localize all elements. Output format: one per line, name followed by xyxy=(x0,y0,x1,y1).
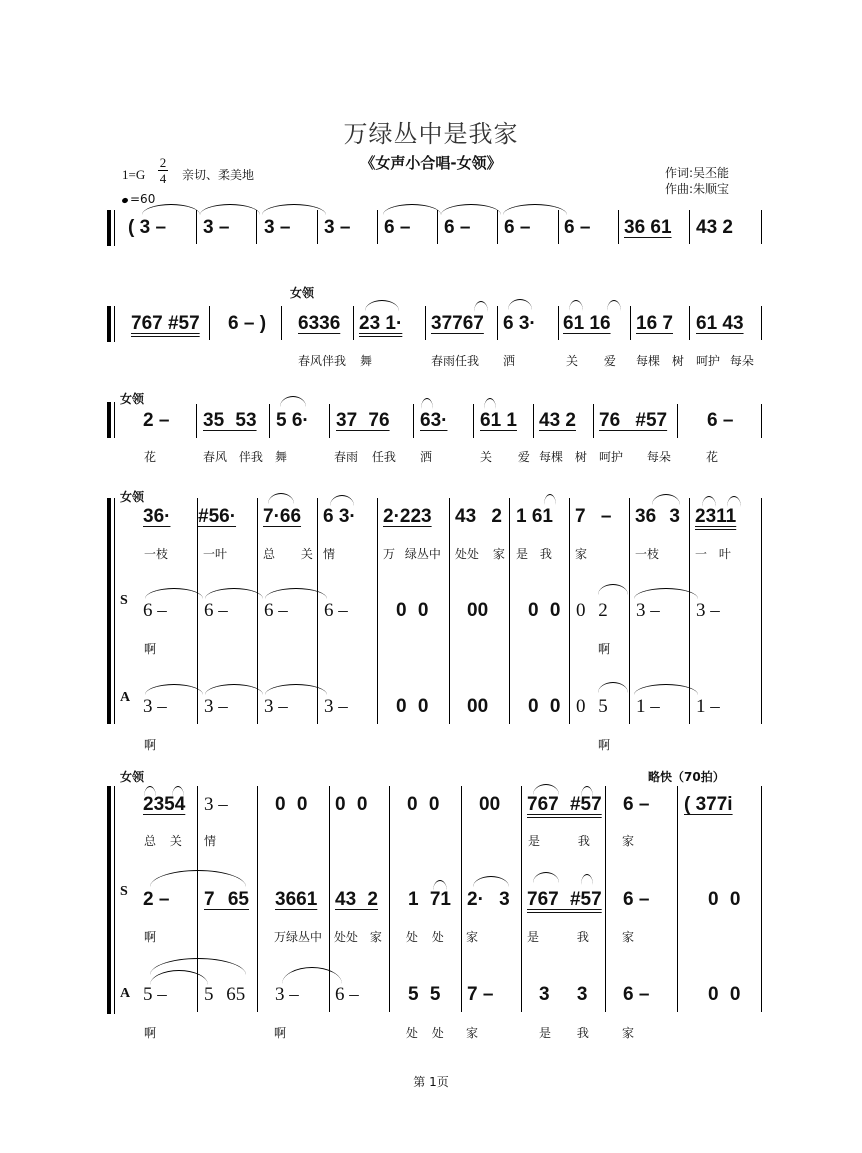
barline xyxy=(257,786,258,1012)
section-label: 女领 xyxy=(120,490,145,504)
quarter-note-icon xyxy=(121,197,128,204)
lyric: 每棵 树 xyxy=(539,450,587,464)
measure: 6 – xyxy=(143,600,167,621)
measure: 7 – xyxy=(467,984,494,1005)
lyric: 处 处 xyxy=(406,930,444,944)
measure: 0 0 xyxy=(708,889,741,910)
measure: 3661 xyxy=(275,889,318,910)
measure: 6 – xyxy=(707,410,734,431)
slur xyxy=(200,204,260,215)
voice-label-alto: A xyxy=(120,690,131,705)
barline xyxy=(389,786,390,1012)
measure: 6 – xyxy=(504,217,531,238)
measure: 6 – xyxy=(623,984,650,1005)
barline xyxy=(281,306,282,340)
lyric: 春风伴我 xyxy=(298,354,347,368)
measure: 6 3· xyxy=(323,506,356,527)
measure: 0 0 xyxy=(528,696,561,717)
lyric: 啊 xyxy=(598,642,611,656)
lyric: 花 xyxy=(706,450,719,464)
barline xyxy=(509,498,510,724)
measure: 6336 xyxy=(298,313,341,334)
lyric: 呵护 每朵 xyxy=(599,450,671,464)
measure: 3 – xyxy=(264,217,291,238)
measure: 6 – xyxy=(384,217,411,238)
lyric: 处 处 xyxy=(406,1026,444,1040)
barline xyxy=(196,210,197,244)
measure: 1 – xyxy=(636,696,660,717)
barline xyxy=(209,306,210,340)
measure: 43 2 xyxy=(696,217,733,238)
measure: 61 43 xyxy=(696,313,744,334)
lyric: 一叶 xyxy=(203,547,228,561)
measure: 3 – xyxy=(203,217,230,238)
system-bracket xyxy=(107,210,111,246)
slur xyxy=(365,300,399,311)
lyric: 春风 伴我 xyxy=(203,450,263,464)
slur xyxy=(262,204,326,215)
measure: 0 0 xyxy=(335,794,368,815)
measure: 6 – xyxy=(204,600,228,621)
lyric: 处处 家 xyxy=(334,930,382,944)
lyric: 家 xyxy=(466,1026,479,1040)
slur xyxy=(598,584,628,595)
barline xyxy=(461,786,462,1012)
slur xyxy=(581,874,593,885)
system-bracket xyxy=(107,306,111,342)
lyric: 一枝 xyxy=(635,547,660,561)
lyric: 情 xyxy=(323,547,336,561)
measure: 35 53 xyxy=(203,410,257,431)
measure: 6 – xyxy=(623,889,650,910)
measure: 5 6· xyxy=(276,410,309,431)
barline xyxy=(329,404,330,438)
slur xyxy=(268,493,294,504)
lyric: 舞 xyxy=(360,354,373,368)
measure: 76 #57 xyxy=(599,410,668,431)
measure: 6 – xyxy=(335,984,359,1005)
voice-label-soprano: S xyxy=(120,593,128,608)
slur xyxy=(145,684,203,695)
measure: 3 3 xyxy=(539,984,588,1005)
slur xyxy=(474,301,488,312)
measure: 6 – xyxy=(564,217,591,238)
measure: 43 2 xyxy=(539,410,576,431)
lyric: 是 我 xyxy=(516,547,552,561)
measure: 6 3· xyxy=(503,313,536,334)
barline xyxy=(761,498,762,724)
measure: 37767 xyxy=(431,313,484,334)
lyric: 啊 xyxy=(274,1026,287,1040)
slur xyxy=(533,872,559,883)
measure: ( 3 – xyxy=(128,217,167,238)
system-bracket-thin xyxy=(114,402,115,438)
barline xyxy=(449,498,450,724)
measure: 0 0 xyxy=(396,600,429,621)
measure: 0 0 xyxy=(275,794,308,815)
barline xyxy=(425,306,426,340)
lyric: 洒 xyxy=(420,450,433,464)
slur xyxy=(205,588,263,599)
barline xyxy=(677,786,678,1012)
slur xyxy=(544,494,556,505)
section-label: 女领 xyxy=(120,770,145,784)
barline xyxy=(761,404,762,438)
measure: 0 0 xyxy=(396,696,429,717)
barline xyxy=(618,210,619,244)
voice-label-soprano: S xyxy=(120,884,128,899)
slur xyxy=(383,204,441,215)
slur xyxy=(145,588,203,599)
slur xyxy=(484,398,496,409)
measure: 23 1· xyxy=(359,313,403,334)
barline xyxy=(593,404,594,438)
barline xyxy=(605,786,606,1012)
measure: 2 – xyxy=(143,410,170,431)
measure: 6 – xyxy=(324,600,348,621)
lyric: 舞 xyxy=(275,450,288,464)
slur xyxy=(280,396,306,407)
lyric: 是 我 xyxy=(539,1026,589,1040)
slur xyxy=(503,204,567,215)
tempo-change: 略快（70拍） xyxy=(648,770,725,784)
song-subtitle: 《女声小合唱-女领》 xyxy=(360,154,502,172)
lyric: 处处 家 xyxy=(455,547,505,561)
lyric: 春雨任我 xyxy=(431,354,480,368)
slur xyxy=(441,204,501,215)
measure: 2311 xyxy=(695,506,737,527)
page-number: 第 1页 xyxy=(413,1075,449,1089)
lyric: 万 绿丛中 xyxy=(383,547,441,561)
lyric: 呵护 每朵 xyxy=(696,354,754,368)
barline xyxy=(761,306,762,340)
lyric: 家 xyxy=(575,547,588,561)
measure: 37 76 xyxy=(336,410,390,431)
barline xyxy=(377,498,378,724)
system-bracket-thin xyxy=(114,786,115,1014)
lyric: 啊 xyxy=(144,738,157,752)
system-bracket-thin xyxy=(114,306,115,342)
measure: 16 7 xyxy=(636,313,673,334)
measure: 1 71 xyxy=(408,889,451,910)
measure: 6 – xyxy=(444,217,471,238)
lyric: 每棵 树 xyxy=(636,354,684,368)
voice-label-alto: A xyxy=(120,986,131,1001)
measure: 5 – xyxy=(143,984,167,1005)
measure: 767 #57 xyxy=(527,794,602,815)
measure: 00 xyxy=(467,696,489,717)
slur xyxy=(569,300,583,311)
measure: 2·223 xyxy=(383,506,432,527)
measure: 43 2 xyxy=(335,889,378,910)
system-bracket-thin xyxy=(114,498,115,724)
barline xyxy=(353,306,354,340)
lyric: 家 xyxy=(466,930,479,944)
lyric: 春雨 任我 xyxy=(334,450,396,464)
lyric: 情 xyxy=(204,834,217,848)
barline xyxy=(497,210,498,244)
slur xyxy=(150,870,246,887)
slur xyxy=(205,684,263,695)
barline xyxy=(689,210,690,244)
lyric: 花 xyxy=(144,450,157,464)
slur xyxy=(473,876,509,887)
measure: 3 – xyxy=(143,696,167,717)
slur xyxy=(607,300,621,311)
measure: 61 16 xyxy=(563,313,611,334)
lyric: 总 关 xyxy=(263,547,313,561)
system-bracket xyxy=(107,498,111,724)
lyric: 是 我 xyxy=(528,834,590,848)
lyricist-credit: 作词:吴丕能 xyxy=(665,166,730,180)
measure: 5 65 xyxy=(204,984,246,1005)
barline xyxy=(689,306,690,340)
barline xyxy=(269,404,270,438)
measure: 1 – xyxy=(696,696,720,717)
barline xyxy=(558,306,559,340)
barline xyxy=(629,498,630,724)
barline xyxy=(377,210,378,244)
tempo-mark xyxy=(122,192,155,206)
lyric: 总 关 xyxy=(144,834,182,848)
system-bracket xyxy=(107,402,111,438)
measure: 5 5 xyxy=(408,984,441,1005)
time-signature-top: 2 xyxy=(159,155,167,170)
song-title: 万绿丛中是我家 xyxy=(343,120,519,148)
barline xyxy=(558,210,559,244)
measure: 3 – xyxy=(696,600,720,621)
lyric: 啊 xyxy=(144,642,157,656)
time-signature xyxy=(157,155,169,186)
barline xyxy=(677,404,678,438)
measure: 3 – xyxy=(324,696,348,717)
section-label: 女领 xyxy=(120,392,145,406)
barline xyxy=(630,306,631,340)
measure: #56· xyxy=(198,506,237,527)
measure: 36 61 xyxy=(624,217,672,238)
measure: 3 – xyxy=(636,600,660,621)
tempo-value: =60 xyxy=(130,192,156,206)
lyric: 是 我 xyxy=(527,930,589,944)
measure: 7 65 xyxy=(204,889,249,910)
composer-credit: 作曲:朱顺宝 xyxy=(665,182,730,196)
barline xyxy=(196,404,197,438)
measure: 3 – xyxy=(264,696,288,717)
slur xyxy=(421,398,433,409)
lyric: 万绿丛中 xyxy=(274,930,323,944)
barline xyxy=(569,498,570,724)
measure: 3 – xyxy=(275,984,299,1005)
barline xyxy=(256,210,257,244)
measure: 0 2 xyxy=(576,600,608,621)
barline xyxy=(413,404,414,438)
barline xyxy=(497,306,498,340)
lyric: 家 xyxy=(622,930,635,944)
lyric: 关 爱 xyxy=(480,450,530,464)
lyric: 关 爱 xyxy=(566,354,616,368)
barline xyxy=(533,404,534,438)
measure: 1 61 xyxy=(516,506,553,527)
measure: 767 #57 xyxy=(527,889,602,910)
system-bracket-thin xyxy=(114,210,115,246)
measure: 43 2 xyxy=(455,506,502,527)
measure: 2· 3 xyxy=(467,889,510,910)
barline xyxy=(473,404,474,438)
measure: 00 xyxy=(479,794,501,815)
measure: 3 – xyxy=(324,217,351,238)
measure: 00 xyxy=(467,600,489,621)
slur xyxy=(652,494,680,505)
barline xyxy=(521,786,522,1012)
slur xyxy=(330,495,354,506)
system-bracket xyxy=(107,786,111,1014)
measure: 0 0 xyxy=(708,984,741,1005)
measure: 2354 xyxy=(143,794,186,815)
measure: 61 1 xyxy=(480,410,517,431)
measure: ( 377i xyxy=(684,794,733,815)
measure: 3 – xyxy=(204,794,228,815)
measure: 0 5 xyxy=(576,696,608,717)
key-signature: 1=G xyxy=(122,167,146,182)
lyric: 家 xyxy=(622,834,635,848)
measure: 2 – xyxy=(143,889,170,910)
measure: 36 3 xyxy=(635,506,680,527)
measure: 7 – xyxy=(575,506,612,527)
barline xyxy=(437,210,438,244)
measure: 3 – xyxy=(204,696,228,717)
slur xyxy=(508,299,532,310)
measure: 0 0 xyxy=(528,600,561,621)
time-signature-bottom: 4 xyxy=(159,171,167,186)
lyric: 一枝 xyxy=(144,547,169,561)
measure: 767 #57 xyxy=(131,313,200,334)
barline xyxy=(317,210,318,244)
measure: 0 0 xyxy=(407,794,440,815)
lyric: 啊 xyxy=(144,1026,157,1040)
lyric: 洒 xyxy=(503,354,516,368)
measure: 6 – xyxy=(623,794,650,815)
measure: 6 – xyxy=(264,600,288,621)
measure: 63· xyxy=(420,410,448,431)
slur xyxy=(282,967,342,984)
lyric: 啊 xyxy=(144,930,157,944)
lyric: 一 叶 xyxy=(695,547,731,561)
barline xyxy=(761,210,762,244)
measure: 6 – ) xyxy=(228,313,267,334)
expression-mark: 亲切、柔美地 xyxy=(182,168,255,182)
measure: 36· xyxy=(143,506,171,527)
measure: 7·66 xyxy=(263,506,302,527)
lyric: 家 xyxy=(622,1026,635,1040)
barline xyxy=(761,786,762,1012)
slur xyxy=(598,682,628,693)
lyric: 啊 xyxy=(598,738,611,752)
section-label: 女领 xyxy=(290,286,315,300)
